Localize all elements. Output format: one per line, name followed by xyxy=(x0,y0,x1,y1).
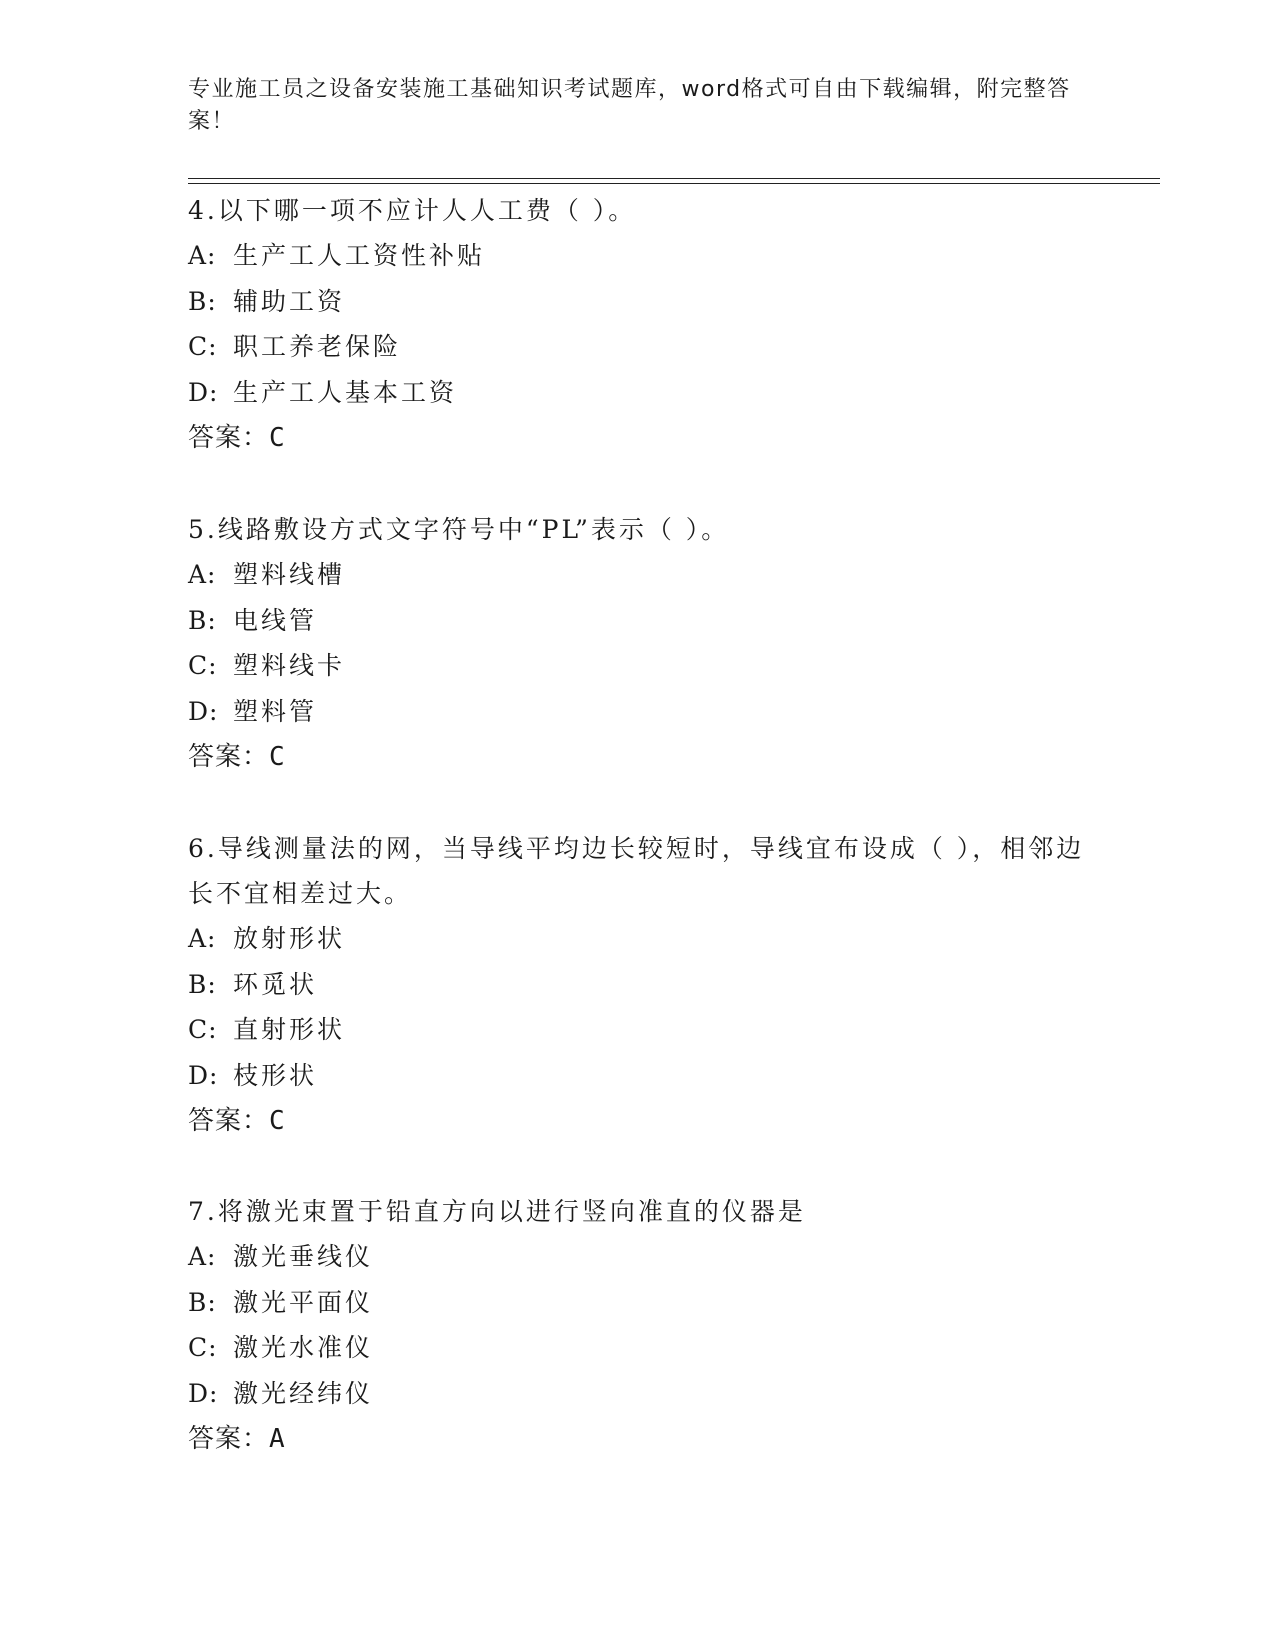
option-letter: C: xyxy=(188,1333,218,1362)
option-text: 激光垂线仪 xyxy=(233,1242,374,1271)
option-text: 塑料管 xyxy=(233,696,318,726)
option-letter: D: xyxy=(188,1060,219,1090)
option-letter: B: xyxy=(188,969,217,999)
option-a xyxy=(188,552,1088,598)
option-d xyxy=(188,689,1088,735)
option-letter: A: xyxy=(188,1242,217,1271)
option-a xyxy=(188,916,1088,962)
option-letter: D: xyxy=(188,1378,219,1408)
document-header: 专业施工员之设备安装施工基础知识考试题库，word格式可自由下载编辑，附完整答案！ xyxy=(188,77,1071,134)
option-b xyxy=(188,1280,1088,1326)
option-letter: B: xyxy=(188,605,217,635)
question-stem: 6.导线测量法的网，当导线平均边长较短时，导线宜布设成（ ），相邻边长不宜相差过大。 xyxy=(188,834,1085,908)
option-b xyxy=(188,962,1088,1008)
option-text: 职工养老保险 xyxy=(233,332,402,361)
option-d xyxy=(188,370,1088,416)
option-c xyxy=(188,1007,1088,1053)
option-text: 激光经纬仪 xyxy=(233,1378,374,1408)
option-letter: B: xyxy=(188,286,217,316)
answer-value: C xyxy=(269,1106,286,1136)
option-text: 直射形状 xyxy=(233,1015,346,1044)
question-stem: 7.将激光束置于铅直方向以进行竖向准直的仪器是 xyxy=(188,1197,806,1226)
option-letter: B: xyxy=(188,1287,217,1317)
option-text: 塑料线槽 xyxy=(233,560,346,589)
option-letter: C: xyxy=(188,1015,218,1044)
answer-value: C xyxy=(269,742,286,772)
option-letter: D: xyxy=(188,377,219,407)
option-d xyxy=(188,1371,1088,1417)
answer-value: A xyxy=(269,1424,286,1454)
question-block xyxy=(188,1189,1088,1462)
option-b xyxy=(188,279,1088,325)
answer-line xyxy=(188,734,1088,780)
option-letter: A: xyxy=(188,560,217,589)
option-text: 辅助工资 xyxy=(233,286,346,316)
answer-line xyxy=(188,1098,1088,1144)
option-letter: A: xyxy=(188,924,217,953)
option-text: 激光平面仪 xyxy=(233,1287,374,1317)
answer-line xyxy=(188,415,1088,461)
option-a xyxy=(188,233,1088,279)
answer-label: 答案： xyxy=(188,1424,270,1454)
answer-label: 答案： xyxy=(188,423,270,453)
option-a xyxy=(188,1234,1088,1280)
option-text: 枝形状 xyxy=(233,1060,318,1090)
option-letter: A: xyxy=(188,241,217,270)
option-c xyxy=(188,324,1088,370)
question-stem: 5.线路敷设方式文字符号中“PL”表示（ ）。 xyxy=(188,515,730,544)
option-text: 生产工人工资性补贴 xyxy=(233,241,486,270)
option-text: 环觅状 xyxy=(233,969,318,999)
option-text: 生产工人基本工资 xyxy=(233,377,458,407)
question-block xyxy=(188,826,1088,1144)
header-divider-bottom xyxy=(188,183,1160,184)
option-d xyxy=(188,1053,1088,1099)
option-letter: C: xyxy=(188,651,218,680)
answer-label: 答案： xyxy=(188,742,270,772)
option-letter: D: xyxy=(188,696,219,726)
question-stem: 4.以下哪一项不应计人人工费（ ）。 xyxy=(188,196,637,225)
option-letter: C: xyxy=(188,332,218,361)
header-divider-top xyxy=(188,178,1160,179)
option-c xyxy=(188,1325,1088,1371)
answer-label: 答案： xyxy=(188,1106,270,1136)
option-text: 电线管 xyxy=(233,605,318,635)
answer-value: C xyxy=(269,423,286,453)
option-text: 放射形状 xyxy=(233,924,346,953)
option-text: 激光水准仪 xyxy=(233,1333,374,1362)
option-text: 塑料线卡 xyxy=(233,651,346,680)
option-c xyxy=(188,643,1088,689)
question-block xyxy=(188,507,1088,780)
question-block xyxy=(188,188,1088,461)
answer-line xyxy=(188,1416,1088,1462)
option-b xyxy=(188,598,1088,644)
